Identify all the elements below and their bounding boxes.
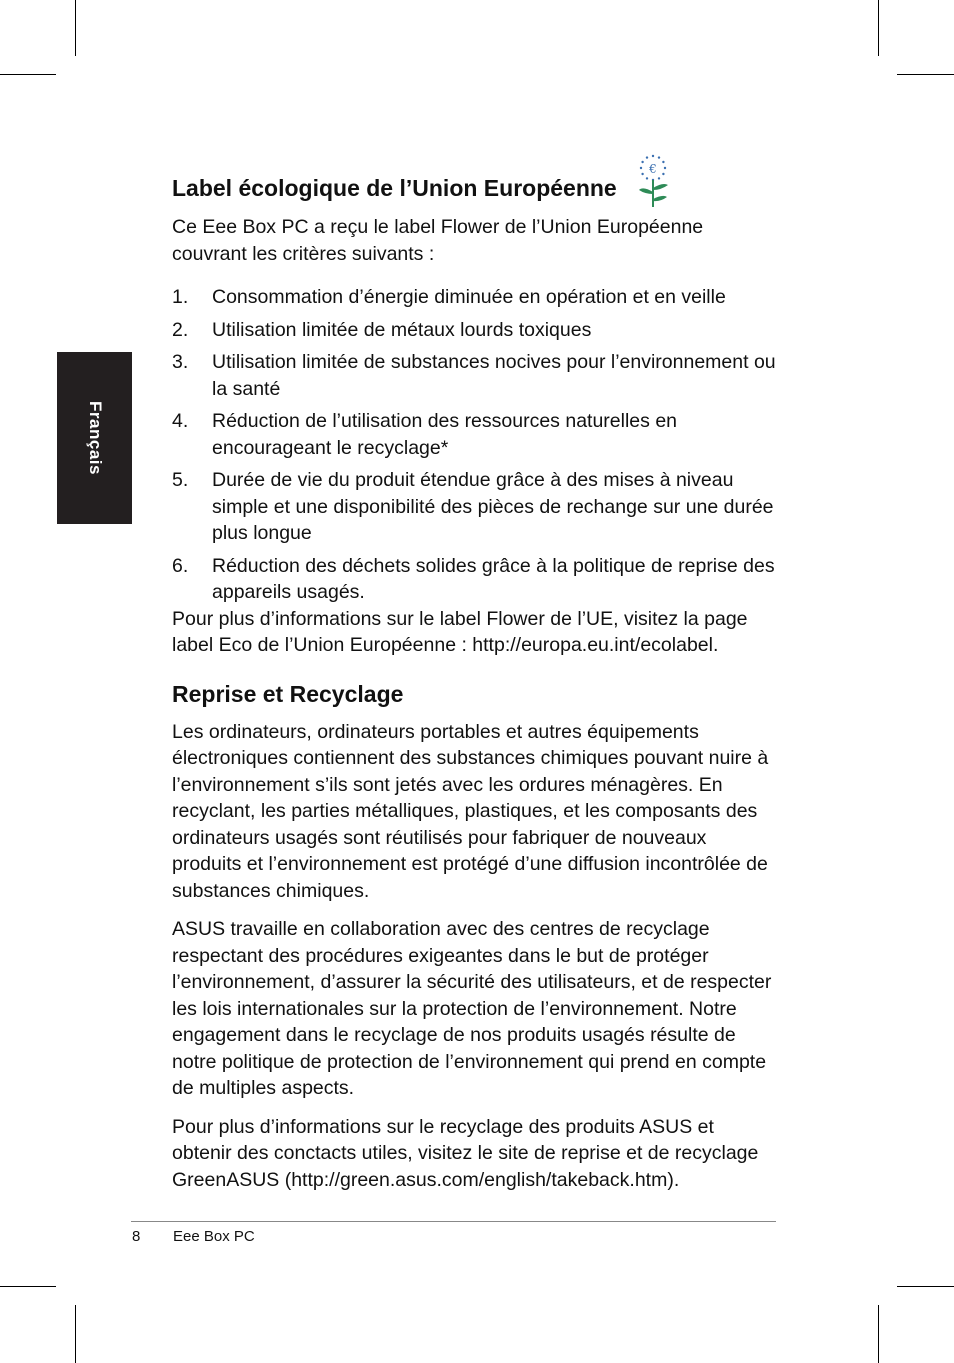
list-item-number: 3. [172, 351, 189, 373]
crop-mark [897, 74, 954, 75]
list-item-text: Réduction des déchets solides grâce à la politique de reprise des appareils usagés. [212, 554, 775, 603]
crop-mark [897, 1286, 954, 1287]
page-number: 8 [132, 1228, 141, 1245]
criteria-list [172, 284, 777, 606]
list-item [172, 284, 777, 311]
language-tab [57, 352, 132, 524]
list-item [172, 317, 777, 344]
section-ecolabel-intro: Ce Eee Box PC a reçu le label Flower de l’Union Européenne couvrant les critères suivants : [172, 216, 704, 265]
list-item [172, 467, 777, 547]
list-item-number: 4. [172, 410, 189, 432]
paragraph: ASUS travaille en collaboration avec des centres de recyclage respectant des procédures exigeantes dans le but de protéger l’environnement, d’assurer la sécurité des utilisateurs, et de respecter les lois internationales sur la protection de l’environnement. Notre engagement dans le recyclage de nos produits usagés résulte de notre politique de protection de l’environnement qui prend en compte de multiples aspects. [172, 918, 772, 1099]
crop-mark [75, 0, 76, 56]
crop-mark [0, 74, 56, 75]
crop-mark [0, 1286, 56, 1287]
page-content [172, 150, 777, 1205]
crop-mark [75, 1305, 76, 1363]
svg-text:€: € [648, 162, 657, 176]
paragraph: Pour plus d’informations sur le recyclage des produits ASUS et obtenir des conctacts utiles, visitez le site de reprise et de recyclage GreenASUS (http://green.asus.com/english/takeback.htm). [172, 1115, 759, 1191]
paragraph: Les ordinateurs, ordinateurs portables et autres équipements électroniques contiennent des substances chimiques pouvant nuire à l’environnement s’ils sont jetés avec les ordures ménagères. En recyclant, les parties métalliques, plastiques, et les composants des ordinateurs usagés sont réutilisés pour fabriquer de nouveaux produits et l’environnement est protégé d’une diffusion incontrôlée de substances chimiques. [172, 720, 769, 902]
section-ecolabel-outro: Pour plus d’informations sur le label Flower de l’UE, visitez la page label Eco de l’Union Européenne : http://europa.eu.int/ecolabel. [172, 607, 748, 656]
eu-ecolabel-flower-icon [633, 152, 673, 210]
list-item-text: Utilisation limitée de métaux lourds toxiques [212, 318, 592, 341]
list-item-number: 2. [172, 318, 189, 341]
crop-mark [878, 0, 879, 56]
list-item-number: 5. [172, 469, 189, 491]
section-ecolabel-header [172, 150, 777, 212]
list-item [172, 408, 777, 461]
list-item-number: 6. [172, 554, 189, 577]
list-item-text: Durée de vie du produit étendue grâce à des mises à niveau simple et une disponibilité des pièces de rechange sur une durée plus longue [212, 469, 774, 544]
section-recycling-title: Reprise et Recyclage [172, 680, 404, 707]
list-item-text: Utilisation limitée de substances nocives pour l’environnement ou la santé [212, 351, 776, 400]
language-tab-label: Français [85, 401, 105, 475]
list-item-number: 1. [172, 286, 189, 308]
section-ecolabel-title: Label écologique de l’Union Européenne [172, 175, 617, 201]
crop-mark [878, 1305, 879, 1363]
list-item [172, 349, 777, 402]
list-item-text: Consommation d’énergie diminuée en opération et en veille [212, 286, 726, 308]
list-item [172, 553, 777, 606]
footer-product-name: Eee Box PC [173, 1228, 255, 1245]
footer-divider [131, 1221, 776, 1222]
list-item-text: Réduction de l’utilisation des ressources naturelles en encourageant le recyclage* [212, 410, 678, 459]
